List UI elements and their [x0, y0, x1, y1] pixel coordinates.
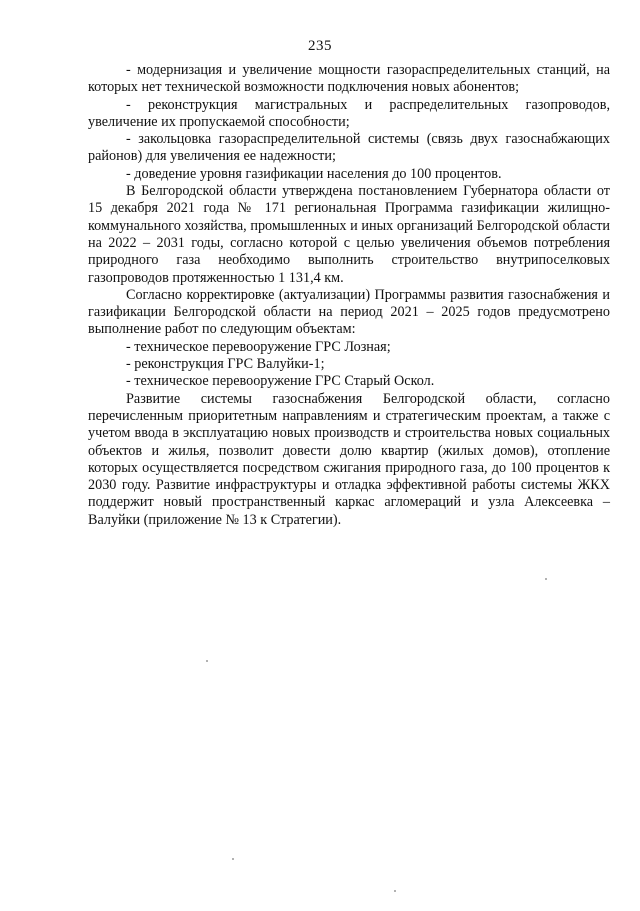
paragraph-regional-program: В Белгородской области утверждена постановлением Губернатора области от 15 декабря 2021 года № 171 региональная Программа газификации жилищно-коммунального хозяйства, промышленных и иных организаций Белгородской области на 2022 – 2031 годы, согласно которой с целью увеличения объемов потребления природного газа необходимо выполнить строительство внутрипоселковых газопроводов протяженностью 1 131,4 км.: [88, 183, 610, 286]
list-item-looping: - закольцовка газораспределительной системы (связь двух газоснабжающих районов) для увеличения ее надежности;: [88, 131, 610, 165]
list-item-grs-stary-oskol: - техническое перевооружение ГРС Старый Оскол.: [126, 373, 435, 390]
list-item-grs-loznaya: - техническое перевооружение ГРС Лозная;: [126, 338, 391, 355]
scan-speck: [206, 660, 208, 662]
scan-speck: [545, 578, 547, 580]
page-number: 235: [308, 38, 332, 54]
paragraph-program-adjustment: Согласно корректировке (актуализации) Программы развития газоснабжения и газификации Белгородской области на период 2021 – 2025 годов предусмотрено выполнение работ по следующим объектам:: [88, 286, 610, 338]
scan-speck: [232, 858, 234, 860]
page-body: [88, 62, 610, 529]
paragraph-gas-supply-development: Развитие системы газоснабжения Белгородской области, согласно перечисленным приоритетным направлениям и стратегическим проектам, а также с учетом ввода в эксплуатацию новых производств и строительства новых социальных объектов и жилья, позволит довести долю квартир (жилых домов), отопление которых осуществляется посредством сжигания природного газа, до 100 процентов к 2030 году. Развитие инфраструктуры и отладка эффективной работы системы ЖКХ поддержит новый пространственный каркас агломераций и узла Алексеевка – Валуйки (приложение № 13 к Стратегии).: [88, 390, 610, 528]
scan-speck: [394, 890, 396, 892]
list-item-reconstruction: - реконструкция магистральных и распределительных газопроводов, увеличение их пропускаемой способности;: [88, 96, 610, 130]
list-item-modernization: - модернизация и увеличение мощности газораспределительных станций, на которых нет технической возможности подключения новых абонентов;: [88, 62, 610, 96]
list-item-grs-valuyki: - реконструкция ГРС Валуйки-1;: [126, 356, 325, 373]
list-item-gasification-level: - доведение уровня газификации населения до 100 процентов.: [126, 165, 502, 182]
